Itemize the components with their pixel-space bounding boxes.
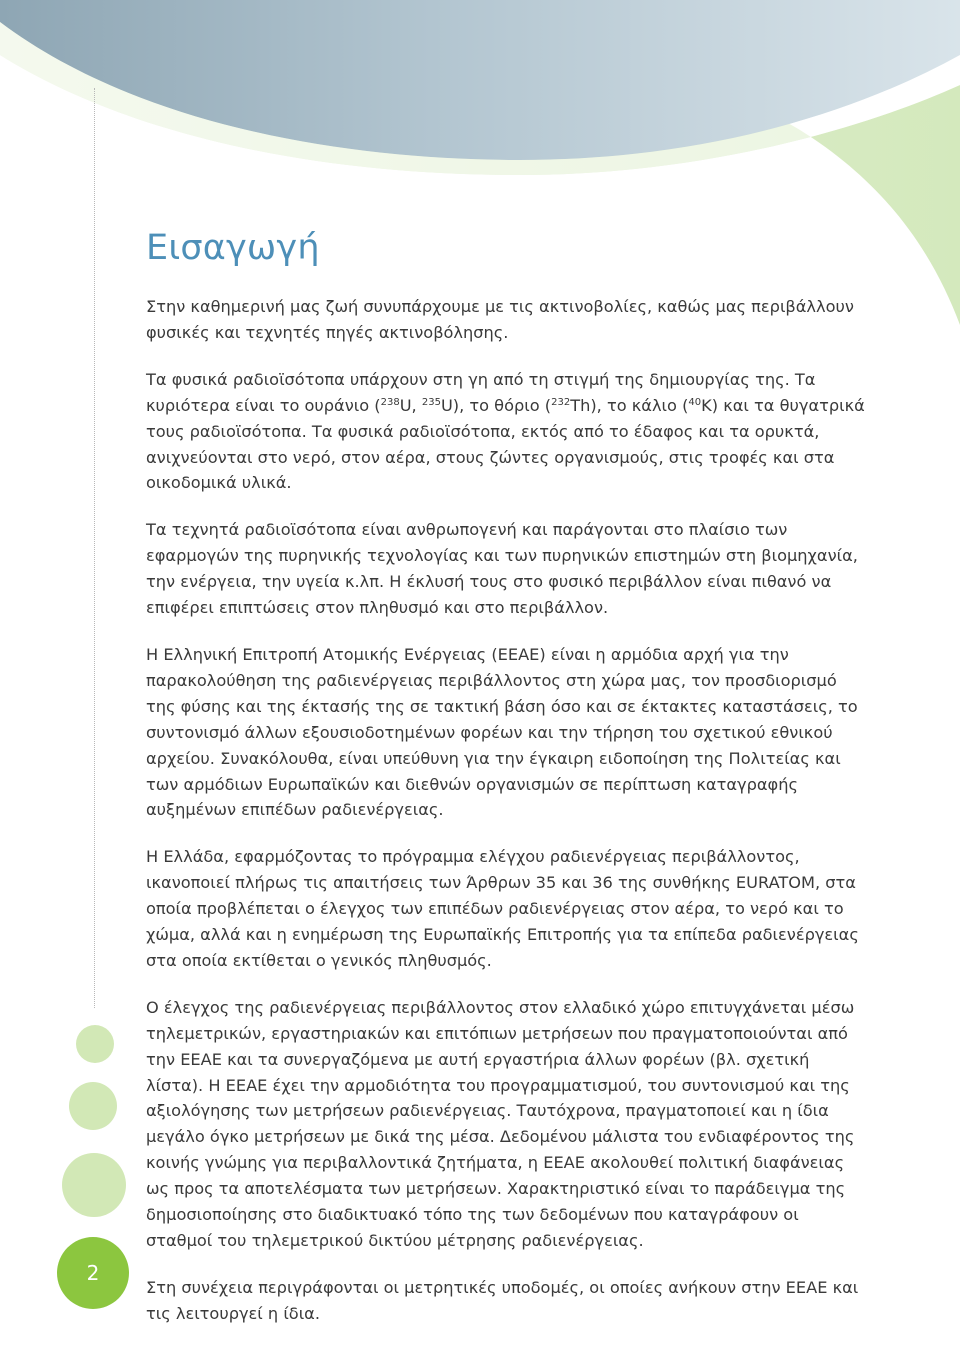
paragraph: Η Ελλάδα, εφαρμόζοντας το πρόγραμμα ελέγχου ραδιενέργειας περιβάλλοντος, ικανοποιεί πλήρως τις απαιτήσεις των Άρθρων 35 και 36 της συνθήκης EURATOM, στα οποία προβλέπεται ο έλεγχος των επιπέδων ραδιενέργειας στον αέρα, το νερό και το χώμα, αλλά και η ενημέρωση της Ευρωπαϊκής Επιτροπής για τα επίπεδα ραδιενέργειας στα οποία εκτίθεται ο γενικός πληθυσμός. (146, 847, 859, 970)
decorative-dot (62, 1153, 126, 1217)
paragraph: Ο έλεγχος της ραδιενέργειας περιβάλλοντος στον ελλαδικό χώρο επιτυγχάνεται μέσω τηλεμετρικών, εργαστηριακών και επιτόπιων μετρήσεων που πραγματοποιούνται από την ΕΕΑΕ και τα συνεργαζόμενα με αυτή εργαστήρια άλλων φορέων (βλ. σχετική λίστα). Η ΕΕΑΕ έχει την αρμοδιότητα του προγραμματισμού, του συντονισμού και της αξιολόγησης των μετρήσεων ραδιενέργειας. Ταυτόχρονα, πραγματοποιεί και η ίδια μεγάλο όγκο μετρήσεων με δικά της μέσα. Δεδομένου μάλιστα του ενδιαφέροντος της κοινής γνώμης για περιβαλλοντικά ζητήματα, η ΕΕΑΕ ακολουθεί πολιτική διαφάνειας ως προς τα αποτελέσματα των μετρήσεων. Χαρακτηριστικό είναι το παράδειγμα της δημοσιοποίησης στο διαδικτυακό τόπο της των δεδομένων που καταγράφουν οι σταθμοί του τηλεμετρικού δικτύου μέτρησης ραδιενέργειας. (146, 997, 855, 1250)
page-number: 2 (57, 1237, 129, 1309)
paragraph: Στη συνέχεια περιγράφονται οι μετρητικές υποδομές, οι οποίες ανήκουν στην ΕΕΑΕ και τις λειτουργεί η ίδια. (146, 1277, 859, 1323)
paragraph: Στην καθημερινή μας ζωή συνυπάρχουμε με τις ακτινοβολίες, καθώς μας περιβάλλουν φυσικές και τεχνητές πηγές ακτινοβόλησης. (146, 297, 854, 342)
paragraph: Η Ελληνική Επιτροπή Ατομικής Ενέργειας (ΕΕΑΕ) είναι η αρμόδια αρχή για την παρακολούθηση της ραδιενέργειας περιβάλλοντος στη χώρα μας, τον προσδιορισμό της φύσης και της έκτασής της σε τακτική βάση όσο και σε έκτακτες καταστάσεις, το συντονισμό άλλων εξουσιοδοτημένων φορέων και την τήρηση του σχετικού εθνικού αρχείου. Συνακόλουθα, είναι υπεύθυνη για την έγκαιρη ειδοποίηση της Πολιτείας και των αρμόδιων Ευρωπαϊκών και διεθνών οργανισμών σε περίπτωση καταγραφής αυξημένων επιπέδων ραδιενέργειας. (146, 644, 858, 820)
margin-dotted-rule (94, 88, 95, 1008)
paragraph: Τα φυσικά ραδιοϊσότοπα υπάρχουν στη γη από τη στιγμή της δημιουργίας της. Τα κυριότερα είναι το ουράνιο ($^{238}$U, $^{235}$U), το θόριο ($^{232}$Th), το κάλιο ($^{40}$K) και τα θυγατρικά τους ραδιοϊσότοπα. Τα φυσικά ραδιοϊσότοπα, εκτός από το έδαφος και τα ορυκτά, ανιχνεύονται στο νερό, στον αέρα, στους ζώντες οργανισμούς, στις τροφές και στα οικοδομικά υλικά. (146, 369, 865, 493)
decorative-dot (76, 1025, 114, 1063)
page-title: Εισαγωγή (146, 228, 320, 268)
paragraph: Τα τεχνητά ραδιοϊσότοπα είναι ανθρωπογενή και παράγονται στο πλαίσιο των εφαρμογών της πυρηνικής τεχνολογίας και των πυρηνικών επιστημών στη βιομηχανία, την ενέργεια, την υγεία κ.λπ. Η έκλυσή τους στο φυσικό περιβάλλον είναι πιθανό να επιφέρει επιπτώσεις στον πληθυσμό και στο περιβάλλον. (146, 520, 858, 618)
decorative-dot (69, 1082, 117, 1130)
main-content (146, 222, 870, 1348)
